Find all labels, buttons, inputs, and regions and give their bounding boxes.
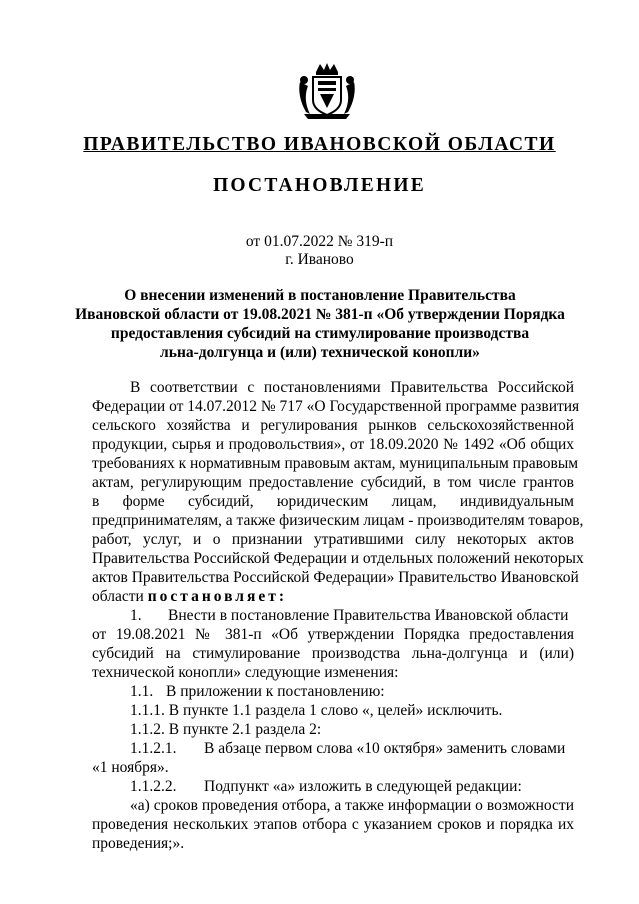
body-line: требованиях к нормативным правовым актам, муниципальным правовым — [92, 455, 579, 472]
body-line: актам, регулирующим предоставление субсидий, в том числе грантов — [92, 474, 574, 491]
body-line — [92, 587, 574, 606]
title-line: Ивановской области от 19.08.2021 № 381-п «Об утверждении Порядка — [75, 306, 565, 323]
item-number: 1.1.2.2. — [130, 778, 177, 795]
body-line: субсидий на стимулирование производства льна-долгунца и (или) — [92, 645, 574, 662]
document-title — [60, 286, 580, 362]
title-line: льна-долгунца и (или) технической конопли» — [160, 344, 480, 361]
item-number: 1.1.2.1. — [130, 740, 177, 757]
body-line: продукции, сырья и продовольствия», от 18.09.2020 № 1492 «Об общих — [92, 436, 574, 453]
body-line: проведения нескольких этапов отбора с указанием сроков и порядка их — [92, 816, 574, 833]
body-line: «1 ноября». — [92, 759, 169, 776]
item-1-1-2-1-line — [130, 739, 574, 758]
body-line: работ, услуг, и о признании утратившими силу некоторых актов — [92, 531, 574, 548]
organization-name: ПРАВИТЕЛЬСТВО ИВАНОВСКОЙ ОБЛАСТИ — [83, 134, 556, 155]
item-text: Подпункт «а» изложить в следующей редакции: — [204, 778, 522, 795]
title-line: предоставления субсидий на стимулирование производства — [110, 325, 530, 342]
body-line: проведения;». — [92, 835, 185, 852]
body-line: 1.1.2. В пункте 2.1 раздела 2: — [130, 721, 322, 738]
item-number: 1. — [130, 607, 142, 624]
body-line: Федерации от 14.07.2012 № 717 «О Государственной программе развития — [92, 398, 580, 415]
item-number: 1.1. — [130, 683, 154, 700]
body-line: актов Правительства Российской Федерации» Правительство Ивановской — [92, 569, 579, 586]
title-line: О внесении изменений в постановление Правительства — [124, 287, 516, 304]
body-line: в форме субсидий, юридическим лицам, индивидуальным — [92, 493, 574, 510]
body-line: технической конопли» следующие изменения: — [92, 664, 399, 681]
item-1-1-2-2-line — [130, 777, 574, 796]
item-1-line — [130, 606, 574, 625]
body-line: Правительства Российской Федерации и отдельных положений некоторых — [92, 550, 584, 567]
item-text: Внести в постановление Правительства Ивановской области — [168, 607, 569, 624]
item-text: В приложении к постановлению: — [166, 683, 385, 700]
document-date-number: от 01.07.2022 № 319-п — [245, 233, 394, 250]
body-line: 1.1.1. В пункте 1.1 раздела 1 слово «, целей» исключить. — [130, 702, 503, 719]
body-line: предпринимателям, а также физическим лицам - производителям товаров, — [92, 512, 584, 529]
document-type: ПОСТАНОВЛЕНИЕ — [213, 175, 426, 196]
body-line: от 19.08.2021 № 381-п «Об утверждении Порядка предоставления — [92, 626, 574, 643]
item-1-1-line — [130, 682, 574, 701]
body-line: «а) сроков проведения отбора, а также информации о возможности — [130, 797, 574, 814]
document-city: г. Иваново — [285, 251, 354, 268]
body-line: В соответствии с постановлениями Правительства Российской — [130, 379, 574, 396]
coat-of-arms-emblem — [296, 62, 358, 120]
body-line: сельского хозяйства и регулирования рынков сельскохозяйственной — [92, 417, 574, 434]
item-text: В абзаце первом слова «10 октября» заменить словами — [204, 740, 566, 757]
body-text: области — [92, 588, 148, 605]
decree-word: постановляет: — [147, 588, 288, 605]
